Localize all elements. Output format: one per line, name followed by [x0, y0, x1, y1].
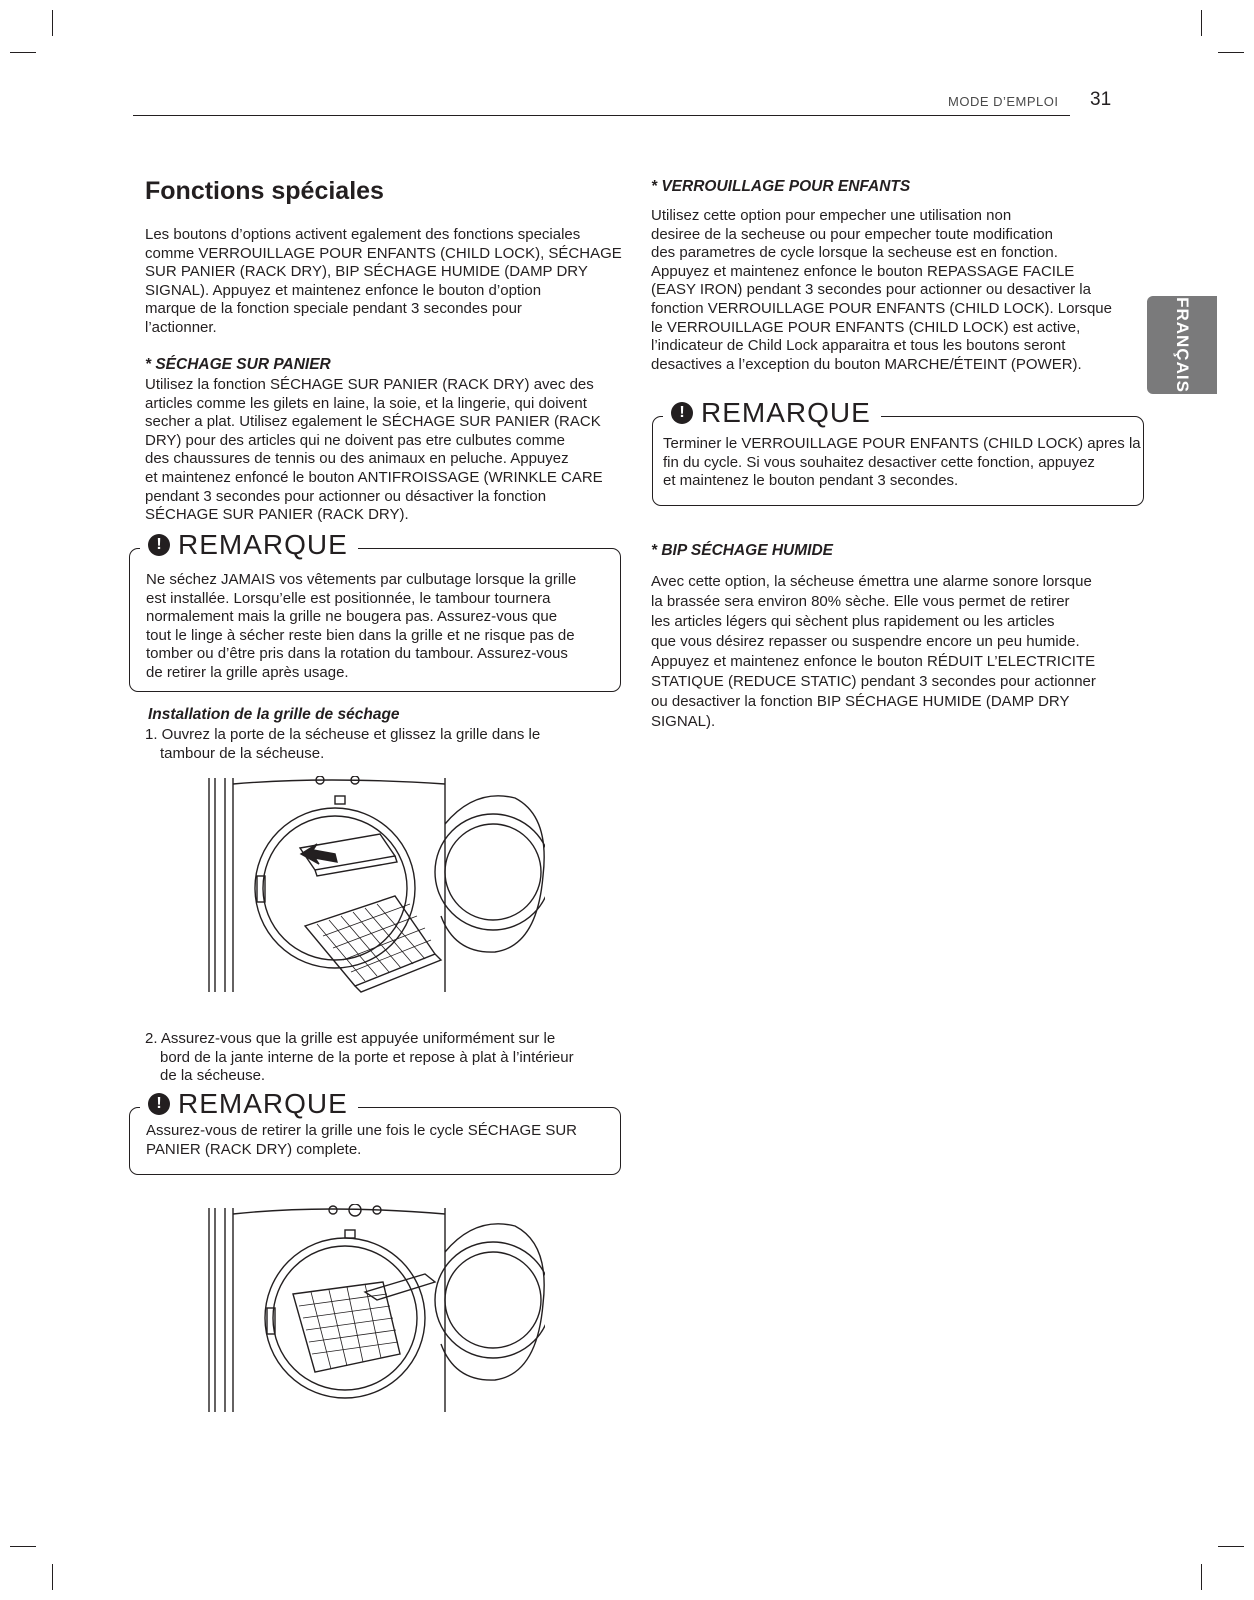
exclamation-icon: !: [671, 402, 693, 424]
note-box-rack: [129, 529, 621, 692]
note-title-text: REMARQUE: [178, 529, 348, 560]
dryer-rack-installed-illustration: [205, 1204, 545, 1414]
text-line: Appuyez et maintenez enfonce le bouton REPASSAGE FACILE: [651, 262, 1075, 280]
text-line: Assurez-vous de retirer la grille une fois le cycle SÉCHAGE SUR: [146, 1122, 577, 1139]
crop-mark: [1218, 1546, 1244, 1547]
text-line: bord de la jante interne de la porte et repose à plat à l’intérieur: [160, 1048, 574, 1066]
text-line: et maintenez le bouton pendant 3 secondes.: [663, 472, 959, 490]
text-line: comme VERROUILLAGE POUR ENFANTS (CHILD LOCK), SÉCHAGE: [145, 244, 622, 262]
text-line: les articles légers qui sèchent plus rapidement ou les articles: [651, 613, 1055, 630]
text-line: DRY) pour des articles qui ne doivent pas etre culbutes comme: [145, 431, 565, 449]
section-label: MODE D’EMPLOI: [948, 94, 1059, 109]
text-line: SUR PANIER (RACK DRY), BIP SÉCHAGE HUMIDE (DAMP DRY: [145, 263, 588, 281]
damp-dry-heading: * BIP SÉCHAGE HUMIDE: [651, 542, 834, 559]
crop-mark: [1218, 52, 1244, 53]
text-line: marque de la fonction speciale pendant 3 secondes pour: [145, 300, 522, 318]
note-title-text: REMARQUE: [178, 1088, 348, 1119]
text-line: Les boutons d’options activent egalement des fonctions speciales: [145, 226, 581, 243]
page-title: Fonctions spéciales: [145, 177, 384, 205]
crop-mark: [10, 52, 36, 53]
text-line: articles comme les gilets en laine, la soie, et la lingerie, qui doivent: [145, 394, 587, 412]
note-box-child-lock: [652, 397, 1144, 506]
text-line: l’indicateur de Child Lock apparaitra et tous les boutons seront: [651, 337, 1066, 355]
page-number: 31: [1090, 89, 1112, 110]
text-line: que vous désirez repasser ou suspendre encore un peu humide.: [651, 633, 1080, 650]
crop-mark: [1201, 10, 1202, 36]
text-line: fonction VERROUILLAGE POUR ENFANTS (CHILD LOCK). Lorsque: [651, 299, 1112, 317]
text-line: Appuyez et maintenez enfonce le bouton RÉDUIT L’ELECTRICITE: [651, 653, 1096, 670]
text-line: Utilisez cette option pour empecher une utilisation non: [651, 207, 1012, 224]
language-tab-label: FRANÇAIS: [1173, 297, 1192, 393]
text-line: Terminer le VERROUILLAGE POUR ENFANTS (CHILD LOCK) apres la: [663, 435, 1141, 452]
text-line: 1. Ouvrez la porte de la sécheuse et glissez la grille dans le: [145, 726, 541, 743]
child-lock-paragraph: [651, 207, 1112, 374]
header-rule: [133, 115, 1070, 116]
crop-mark: [52, 10, 53, 36]
crop-mark: [1201, 1564, 1202, 1590]
text-line: tomber ou d’être pris dans la rotation du tambour. Assurez-vous: [146, 645, 568, 663]
rack-dry-heading: * SÉCHAGE SUR PANIER: [145, 356, 331, 373]
text-line: est installée. Lorsqu’elle est positionnée, le tambour tournera: [146, 589, 551, 607]
text-line: de retirer la grille après usage.: [146, 663, 349, 681]
text-line: tout le linge à sécher reste bien dans la grille et ne risque pas de: [146, 626, 575, 644]
exclamation-icon: !: [148, 1093, 170, 1115]
step-1: [145, 726, 540, 763]
language-tab: [1147, 296, 1217, 394]
note-box-remove-rack: [129, 1088, 621, 1175]
crop-mark: [10, 1546, 36, 1547]
note-title: [663, 397, 881, 429]
exclamation-icon: !: [148, 534, 170, 556]
damp-dry-paragraph: [651, 572, 1096, 732]
text-line: Avec cette option, la sécheuse émettra une alarme sonore lorsque: [651, 573, 1092, 590]
text-line: tambour de la sécheuse.: [160, 744, 325, 762]
text-line: des chaussures de tennis ou des animaux en peluche. Appuyez: [145, 450, 569, 468]
note-title-text: REMARQUE: [701, 397, 871, 428]
intro-paragraph: [145, 226, 622, 338]
text-line: desiree de la secheuse ou pour empecher toute modification: [651, 225, 1053, 243]
text-line: l’actionner.: [145, 318, 217, 336]
rack-dry-paragraph: [145, 376, 603, 525]
text-line: le VERROUILLAGE POUR ENFANTS (CHILD LOCK) est active,: [651, 318, 1081, 336]
note-title: [140, 529, 358, 561]
note-text: [663, 435, 1141, 491]
crop-mark: [52, 1564, 53, 1590]
note-text: [146, 571, 576, 683]
text-line: Utilisez la fonction SÉCHAGE SUR PANIER (RACK DRY) avec des: [145, 376, 594, 393]
note-title: [140, 1088, 358, 1120]
text-line: 2. Assurez-vous que la grille est appuyée uniformément sur le: [145, 1030, 556, 1047]
text-line: de la sécheuse.: [160, 1067, 266, 1085]
text-line: fin du cycle. Si vous souhaitez desactiver cette fonction, appuyez: [663, 453, 1095, 471]
child-lock-heading: * VERROUILLAGE POUR ENFANTS: [651, 178, 911, 195]
dryer-rack-insert-illustration: [205, 776, 545, 994]
text-line: la brassée sera environ 80% sèche. Elle vous permet de retirer: [651, 593, 1070, 610]
text-line: ou desactiver la fonction BIP SÉCHAGE HUMIDE (DAMP DRY: [651, 693, 1070, 710]
text-line: normalement mais la grille ne bougera pas. Assurez-vous que: [146, 608, 558, 626]
text-line: desactives a l’exception du bouton MARCHE/ÉTEINT (POWER).: [651, 355, 1082, 373]
step-2: [145, 1030, 574, 1086]
text-line: (EASY IRON) pendant 3 secondes pour actionner ou desactiver la: [651, 281, 1091, 299]
text-line: des parametres de cycle lorsque la secheuse est en fonction.: [651, 244, 1058, 262]
text-line: secher a plat. Utilisez egalement le SÉCHAGE SUR PANIER (RACK: [145, 413, 601, 431]
text-line: pendant 3 secondes pour actionner ou désactiver la fonction: [145, 487, 547, 505]
text-line: PANIER (RACK DRY) complete.: [146, 1140, 362, 1158]
text-line: SIGNAL). Appuyez et maintenez enfonce le bouton d’option: [145, 281, 542, 299]
text-line: STATIQUE (REDUCE STATIC) pendant 3 secondes pour actionner: [651, 673, 1096, 690]
install-heading: Installation de la grille de séchage: [148, 706, 400, 723]
text-line: Ne séchez JAMAIS vos vêtements par culbutage lorsque la grille: [146, 571, 577, 588]
text-line: SIGNAL).: [651, 713, 716, 730]
text-line: et maintenez enfoncé le bouton ANTIFROISSAGE (WRINKLE CARE: [145, 468, 603, 486]
text-line: SÉCHAGE SUR PANIER (RACK DRY).: [145, 506, 409, 524]
note-text: [146, 1122, 577, 1159]
